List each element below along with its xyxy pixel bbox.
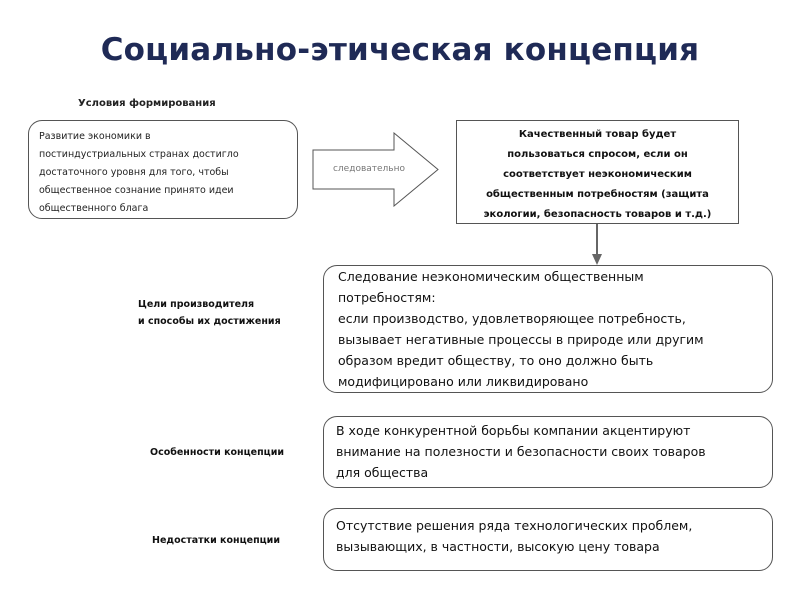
arrow-label: следовательно: [332, 164, 405, 174]
conditions-line: Развитие экономики в: [39, 131, 151, 142]
consequence-line: Качественный товар будет: [518, 129, 677, 140]
conditions-box: [28, 120, 298, 219]
goals-box: [323, 265, 773, 393]
drawbacks-label: Недостатки концепции: [152, 535, 280, 546]
consequence-line: экологии, безопасность товаров и т.д.): [483, 209, 712, 220]
drawbacks-line: Отсутствие решения ряда технологических проблем,: [336, 518, 693, 533]
goals-line: модифицировано или ликвидировано: [338, 374, 589, 389]
features-label: Особенности концепции: [150, 447, 285, 458]
features-box: [323, 416, 773, 488]
conditions-heading: Условия формирования: [78, 98, 216, 109]
goals-line: образом вредит обществу, то оно должно быть: [338, 353, 654, 368]
down-arrow-icon: [589, 224, 605, 266]
drawbacks-box: [323, 508, 773, 571]
consequence-box: [456, 120, 739, 224]
consequence-line: пользоваться спросом, если он: [507, 149, 688, 160]
features-line: для общества: [336, 465, 429, 480]
goals-line: потребностям:: [338, 290, 436, 305]
goals-line: Следование неэкономическим общественным: [338, 269, 644, 284]
consequence-line: общественным потребностям (защита: [486, 189, 709, 200]
features-line: внимание на полезности и безопасности своих товаров: [336, 444, 706, 459]
goals-line: вызывает негативные процессы в природе или другим: [338, 332, 704, 347]
conditions-line: общественного блага: [39, 203, 149, 214]
drawbacks-line: вызывающих, в частности, высокую цену товара: [336, 539, 660, 554]
goals-label-line: и способы их достижения: [138, 316, 281, 327]
consequence-line: соответствует неэкономическим: [503, 169, 692, 180]
features-line: В ходе конкурентной борьбы компании акцентируют: [336, 423, 691, 438]
goals-label-line: Цели производителя: [138, 299, 255, 310]
conditions-line: достаточного уровня для того, чтобы: [39, 167, 229, 178]
conditions-line: общественное сознание принято идеи: [39, 185, 234, 196]
goals-line: если производство, удовлетворяющее потребность,: [338, 311, 686, 326]
goals-label: [138, 296, 281, 330]
conditions-line: постиндустриальных странах достигло: [39, 149, 239, 160]
page-title: Социально-этическая концепция: [100, 32, 700, 68]
